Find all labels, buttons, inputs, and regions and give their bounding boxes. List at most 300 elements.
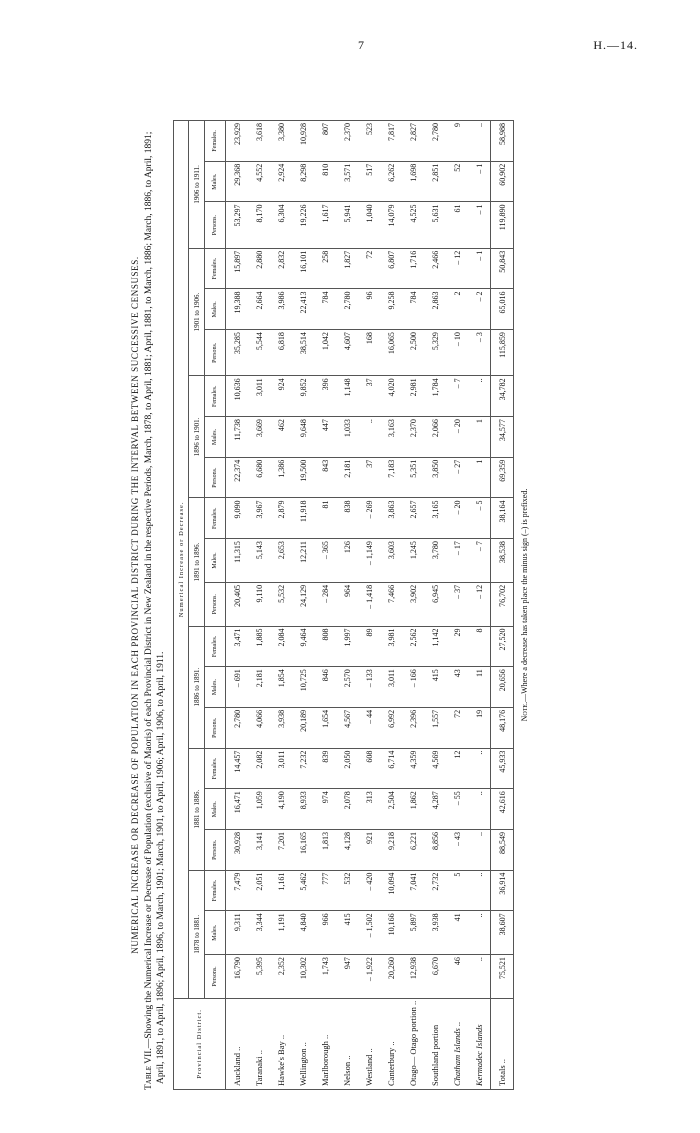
value-cell: 2,879 (270, 498, 292, 539)
value-cell: 7,479 (226, 870, 249, 911)
value-cell: 2,051 (248, 870, 270, 911)
sub-header: Females. (205, 121, 226, 162)
value-cell: 3,603 (380, 539, 402, 583)
district-cell: Otago— Otago portion .. (402, 998, 424, 1089)
value-cell: 2,084 (270, 626, 292, 667)
value-cell: 2,832 (270, 248, 292, 289)
total-cell: 48,176 (491, 707, 514, 748)
value-cell: 46 (446, 955, 468, 999)
period-header: 1878 to 1881. (189, 870, 205, 998)
value-cell: – 284 (314, 582, 336, 626)
value-cell: 37 (358, 457, 380, 498)
value-cell: 6,304 (270, 202, 292, 248)
value-cell: 777 (314, 870, 336, 911)
value-cell: – 1,418 (358, 582, 380, 626)
value-cell: 4,607 (336, 330, 358, 376)
value-cell: 1,033 (336, 417, 358, 458)
value-cell: 6,714 (380, 748, 402, 789)
value-cell: 3,902 (402, 582, 424, 626)
value-cell: 3,863 (380, 498, 402, 539)
value-cell: 5 (446, 870, 468, 911)
value-cell: 313 (358, 789, 380, 830)
value-cell: .. (468, 829, 491, 870)
value-cell: 4,359 (402, 748, 424, 789)
value-cell: 3,163 (380, 417, 402, 458)
value-cell: 168 (358, 330, 380, 376)
value-cell: 1,042 (314, 330, 336, 376)
sub-header: Persons. (205, 330, 226, 376)
value-cell: 1,386 (270, 457, 292, 498)
table-row (336, 121, 358, 1090)
value-cell: – 12 (446, 248, 468, 289)
value-cell: 4,552 (248, 161, 270, 202)
table-row (248, 121, 270, 1090)
value-cell: – 17 (446, 539, 468, 583)
table-row (314, 121, 336, 1090)
value-cell: – 7 (446, 376, 468, 417)
value-cell: 6,680 (248, 457, 270, 498)
table-row (226, 121, 249, 1090)
table-caption-text: —Showing the Numerical Increase or Decrease of Population (exclusive of Maoris) of each Provincial District in New Zealand in the respective Periods, March, 1878, to April, 1881; April, 1881, to March, 1886; March, 1886, to April, 1891; April, 1891, to April, 1896; April, 1896, to March, 1901; March, 1901, to April, 1906; April, 1906, to April, 1911. (144, 131, 166, 1084)
table-row (468, 121, 491, 1090)
value-cell: – 37 (446, 582, 468, 626)
value-cell: 1,862 (402, 789, 424, 830)
value-cell: 72 (358, 248, 380, 289)
value-cell: 6,992 (380, 707, 402, 748)
value-cell: 4,287 (424, 789, 446, 830)
value-cell: 29,368 (226, 161, 249, 202)
value-cell: – 1,149 (358, 539, 380, 583)
value-cell: – 1 (468, 248, 491, 289)
value-cell: 3,780 (424, 539, 446, 583)
value-cell: 2,851 (424, 161, 446, 202)
value-cell: 41 (446, 911, 468, 955)
value-cell: 1,191 (270, 911, 292, 955)
note-text: —Where a decrease has taken place the minus sign (–) is prefixed. (520, 488, 529, 702)
value-cell: 19,500 (292, 457, 314, 498)
value-cell: 35,285 (226, 330, 249, 376)
value-cell: 9,852 (292, 376, 314, 417)
district-cell: Kermadec Islands (468, 998, 491, 1089)
rotated-table-block (130, 120, 600, 1090)
sub-header: Persons. (205, 582, 226, 626)
value-cell: 3,981 (380, 626, 402, 667)
value-cell: 2,863 (424, 289, 446, 330)
value-cell: 5,544 (248, 330, 270, 376)
value-cell: – 10 (446, 330, 468, 376)
value-cell: 19,226 (292, 202, 314, 248)
value-cell: 1,059 (248, 789, 270, 830)
value-cell: – 2 (468, 289, 491, 330)
value-cell: 2,396 (402, 707, 424, 748)
value-cell: 964 (336, 582, 358, 626)
sub-header: Females. (205, 748, 226, 789)
value-cell: 2,827 (402, 121, 424, 162)
value-cell: – 691 (226, 667, 249, 708)
sub-header: Persons. (205, 829, 226, 870)
value-cell: 4,066 (248, 707, 270, 748)
value-cell: – 27 (446, 457, 468, 498)
value-cell: 89 (358, 626, 380, 667)
value-cell: 9,090 (226, 498, 249, 539)
table-row (292, 121, 314, 1090)
value-cell: – 1,922 (358, 955, 380, 999)
value-cell: 6,262 (380, 161, 402, 202)
value-cell: 19 (468, 707, 491, 748)
value-cell: 1 (468, 457, 491, 498)
value-cell: 608 (358, 748, 380, 789)
value-cell: 2,780 (336, 289, 358, 330)
table-row (270, 121, 292, 1090)
period-header: 1901 to 1906. (189, 248, 205, 376)
value-cell: 1,040 (358, 202, 380, 248)
group-header: Numerical Increase or Decrease. (174, 121, 189, 999)
value-cell: 2,570 (336, 667, 358, 708)
sub-header: Females. (205, 870, 226, 911)
value-cell: 6,945 (424, 582, 446, 626)
value-cell: 1,245 (402, 539, 424, 583)
value-cell: 2,981 (402, 376, 424, 417)
value-cell: 4,569 (424, 748, 446, 789)
total-cell: 36,914 (491, 870, 514, 911)
value-cell: 19,388 (226, 289, 249, 330)
value-cell: 16,165 (292, 829, 314, 870)
value-cell: 3,986 (270, 289, 292, 330)
value-cell: 2,504 (380, 789, 402, 830)
total-cell: 88,549 (491, 829, 514, 870)
value-cell: 5,941 (336, 202, 358, 248)
table-caption (143, 120, 167, 1090)
value-cell: 2,078 (336, 789, 358, 830)
district-cell: Canterbury .. (380, 998, 402, 1089)
value-cell: 1,827 (336, 248, 358, 289)
sub-header: Males. (205, 417, 226, 458)
value-cell: 810 (314, 161, 336, 202)
total-cell: 20,656 (491, 667, 514, 708)
total-cell: 50,843 (491, 248, 514, 289)
value-cell: – 420 (358, 870, 380, 911)
value-cell: 947 (336, 955, 358, 999)
value-cell: 2,370 (336, 121, 358, 162)
value-cell: 16,065 (380, 330, 402, 376)
value-cell: .. (358, 417, 380, 458)
value-cell: 784 (402, 289, 424, 330)
value-cell: .. (468, 955, 491, 999)
value-cell: 5,329 (424, 330, 446, 376)
value-cell: 12,938 (402, 955, 424, 999)
value-cell: 3,380 (270, 121, 292, 162)
table-row (424, 121, 446, 1090)
value-cell: 126 (336, 539, 358, 583)
district-cell: Southland portion (424, 998, 446, 1089)
value-cell: 5,897 (402, 911, 424, 955)
value-cell: 53,297 (226, 202, 249, 248)
value-cell: 1,997 (336, 626, 358, 667)
value-cell: 517 (358, 161, 380, 202)
value-cell: 6,818 (270, 330, 292, 376)
period-header: 1886 to 1891. (189, 626, 205, 748)
value-cell: 22,374 (226, 457, 249, 498)
value-cell: 1,142 (424, 626, 446, 667)
value-cell: 30,928 (226, 829, 249, 870)
value-cell: 2,466 (424, 248, 446, 289)
value-cell: .. (468, 911, 491, 955)
value-cell: 8 (468, 626, 491, 667)
value-cell: 3,011 (270, 748, 292, 789)
value-cell: 1,784 (424, 376, 446, 417)
value-cell: 1,161 (270, 870, 292, 911)
value-cell: 462 (270, 417, 292, 458)
value-cell: 14,457 (226, 748, 249, 789)
total-cell: 75,521 (491, 955, 514, 999)
value-cell: 9 (446, 121, 468, 162)
value-cell: 43 (446, 667, 468, 708)
value-cell: 3,011 (380, 667, 402, 708)
value-cell: 447 (314, 417, 336, 458)
value-cell: 2,657 (402, 498, 424, 539)
totals-label: Totals .. (491, 998, 514, 1089)
value-cell: 1,617 (314, 202, 336, 248)
value-cell: 9,648 (292, 417, 314, 458)
total-cell: 69,359 (491, 457, 514, 498)
value-cell: 3,938 (270, 707, 292, 748)
value-cell: 924 (270, 376, 292, 417)
sub-header: Males. (205, 789, 226, 830)
value-cell: – 1 (468, 202, 491, 248)
value-cell: 1,854 (270, 667, 292, 708)
value-cell: 11,315 (226, 539, 249, 583)
value-cell: 1 (468, 417, 491, 458)
value-cell: 38,514 (292, 330, 314, 376)
totals-row (491, 121, 514, 1090)
value-cell: 1,743 (314, 955, 336, 999)
value-cell: 3,141 (248, 829, 270, 870)
value-cell: 2,780 (226, 707, 249, 748)
table-row (358, 121, 380, 1090)
value-cell: 5,395 (248, 955, 270, 999)
value-cell: 2,181 (248, 667, 270, 708)
value-cell: – 166 (402, 667, 424, 708)
value-cell: 7,232 (292, 748, 314, 789)
period-header: 1881 to 1886. (189, 748, 205, 870)
value-cell: 15,897 (226, 248, 249, 289)
value-cell: 8,856 (424, 829, 446, 870)
total-cell: 76,702 (491, 582, 514, 626)
value-cell: 2,352 (270, 955, 292, 999)
value-cell: 7,466 (380, 582, 402, 626)
value-cell: 96 (358, 289, 380, 330)
sub-header: Females. (205, 376, 226, 417)
value-cell: 7,201 (270, 829, 292, 870)
total-cell: 27,520 (491, 626, 514, 667)
value-cell: 2,653 (270, 539, 292, 583)
value-cell: 4,190 (270, 789, 292, 830)
value-cell: 11,738 (226, 417, 249, 458)
value-cell: 61 (446, 202, 468, 248)
value-cell: 5,143 (248, 539, 270, 583)
value-cell: 12 (446, 748, 468, 789)
value-cell: 2,664 (248, 289, 270, 330)
sub-header: Persons. (205, 202, 226, 248)
value-cell: 7,041 (402, 870, 424, 911)
value-cell: 6,221 (402, 829, 424, 870)
value-cell: 5,532 (270, 582, 292, 626)
value-cell: – 44 (358, 707, 380, 748)
value-cell: 16,101 (292, 248, 314, 289)
value-cell: 2,732 (424, 870, 446, 911)
total-cell: 45,933 (491, 748, 514, 789)
period-header: 1896 to 1901. (189, 376, 205, 498)
district-cell: Auckland .. (226, 998, 249, 1089)
value-cell: 22,413 (292, 289, 314, 330)
value-cell: 10,636 (226, 376, 249, 417)
district-header: Provincial District. (174, 998, 226, 1089)
value-cell: .. (468, 376, 491, 417)
sub-header: Persons. (205, 707, 226, 748)
value-cell: 5,462 (292, 870, 314, 911)
value-cell: 4,840 (292, 911, 314, 955)
period-header: 1891 to 1896. (189, 498, 205, 626)
value-cell: 37 (358, 376, 380, 417)
value-cell: 7,817 (380, 121, 402, 162)
value-cell: 4,128 (336, 829, 358, 870)
value-cell: 23,929 (226, 121, 249, 162)
table-note (520, 120, 529, 1090)
value-cell: 974 (314, 789, 336, 830)
sub-header: Males. (205, 161, 226, 202)
value-cell: 52 (446, 161, 468, 202)
total-cell: 34,577 (491, 417, 514, 458)
value-cell: .. (468, 748, 491, 789)
sub-header: Males. (205, 539, 226, 583)
value-cell: – 43 (446, 829, 468, 870)
value-cell: 9,258 (380, 289, 402, 330)
value-cell: 20,405 (226, 582, 249, 626)
value-cell: 14,079 (380, 202, 402, 248)
value-cell: 20,260 (380, 955, 402, 999)
value-cell: 921 (358, 829, 380, 870)
value-cell: 784 (314, 289, 336, 330)
value-cell: 10,725 (292, 667, 314, 708)
value-cell: 4,020 (380, 376, 402, 417)
table-title: NUMERICAL INCREASE OR DECREASE OF POPULATION IN EACH PROVINCIAL DISTRICT DURING THE INTERVAL BETWEEN SUCCESSIVE CENSUSES. (130, 256, 140, 954)
district-cell: Wellington .. (292, 998, 314, 1089)
value-cell: 9,110 (248, 582, 270, 626)
value-cell: 3,165 (424, 498, 446, 539)
total-cell: 38,538 (491, 539, 514, 583)
value-cell: 807 (314, 121, 336, 162)
sub-header: Males. (205, 911, 226, 955)
value-cell: 2,500 (402, 330, 424, 376)
district-cell: Marlborough .. (314, 998, 336, 1089)
value-cell: – 5 (468, 498, 491, 539)
note-label: Note. (520, 701, 529, 722)
value-cell: 415 (336, 911, 358, 955)
sub-header: Females. (205, 248, 226, 289)
value-cell: 2,562 (402, 626, 424, 667)
value-cell: 523 (358, 121, 380, 162)
district-cell: Nelson .. (336, 998, 358, 1089)
value-cell: 3,011 (248, 376, 270, 417)
value-cell: 11,918 (292, 498, 314, 539)
value-cell: 16,471 (226, 789, 249, 830)
value-cell: 3,571 (336, 161, 358, 202)
value-cell: 2,880 (248, 248, 270, 289)
value-cell: 6,807 (380, 248, 402, 289)
value-cell: 10,166 (380, 911, 402, 955)
value-cell: 3,618 (248, 121, 270, 162)
value-cell: – 1,502 (358, 911, 380, 955)
value-cell: – 20 (446, 498, 468, 539)
value-cell: – 20 (446, 417, 468, 458)
value-cell: 2,082 (248, 748, 270, 789)
value-cell: 20,189 (292, 707, 314, 748)
value-cell: 1,148 (336, 376, 358, 417)
value-cell: 415 (424, 667, 446, 708)
value-cell: 6,670 (424, 955, 446, 999)
value-cell: 10,302 (292, 955, 314, 999)
value-cell: .. (468, 789, 491, 830)
total-cell: 38,607 (491, 911, 514, 955)
value-cell: 29 (446, 626, 468, 667)
value-cell: 3,967 (248, 498, 270, 539)
total-cell: 34,782 (491, 376, 514, 417)
sub-header: Persons. (205, 955, 226, 999)
value-cell: 7,183 (380, 457, 402, 498)
value-cell: – 133 (358, 667, 380, 708)
value-cell: 8,933 (292, 789, 314, 830)
page-reference: H.—14. (593, 38, 638, 52)
value-cell: 1,557 (424, 707, 446, 748)
value-cell: 8,298 (292, 161, 314, 202)
value-cell: 9,464 (292, 626, 314, 667)
page-number: 7 (358, 38, 364, 52)
value-cell: 258 (314, 248, 336, 289)
value-cell: 9,218 (380, 829, 402, 870)
value-cell: 5,351 (402, 457, 424, 498)
value-cell: 3,344 (248, 911, 270, 955)
value-cell: 11 (468, 667, 491, 708)
value-cell: 1,654 (314, 707, 336, 748)
value-cell: 3,850 (424, 457, 446, 498)
value-cell: 1,885 (248, 626, 270, 667)
period-header: 1906 to 1911. (189, 121, 205, 249)
value-cell: 843 (314, 457, 336, 498)
value-cell: 81 (314, 498, 336, 539)
value-cell: 9,311 (226, 911, 249, 955)
sub-header: Females. (205, 626, 226, 667)
value-cell: – 12 (468, 582, 491, 626)
district-cell: Chatham Islands .. (446, 998, 468, 1089)
table-row (402, 121, 424, 1090)
value-cell: .. (468, 121, 491, 162)
value-cell: 2,066 (424, 417, 446, 458)
value-cell: – 55 (446, 789, 468, 830)
value-cell: 839 (314, 748, 336, 789)
value-cell: 16,790 (226, 955, 249, 999)
sub-header: Females. (205, 498, 226, 539)
total-cell: 119,890 (491, 202, 514, 248)
value-cell: 3,938 (424, 911, 446, 955)
table-row (446, 121, 468, 1090)
district-cell: Westland .. (358, 998, 380, 1089)
value-cell: 1,716 (402, 248, 424, 289)
value-cell: – 269 (358, 498, 380, 539)
value-cell: 72 (446, 707, 468, 748)
total-cell: 38,164 (491, 498, 514, 539)
total-cell: 115,859 (491, 330, 514, 376)
value-cell: .. (468, 870, 491, 911)
